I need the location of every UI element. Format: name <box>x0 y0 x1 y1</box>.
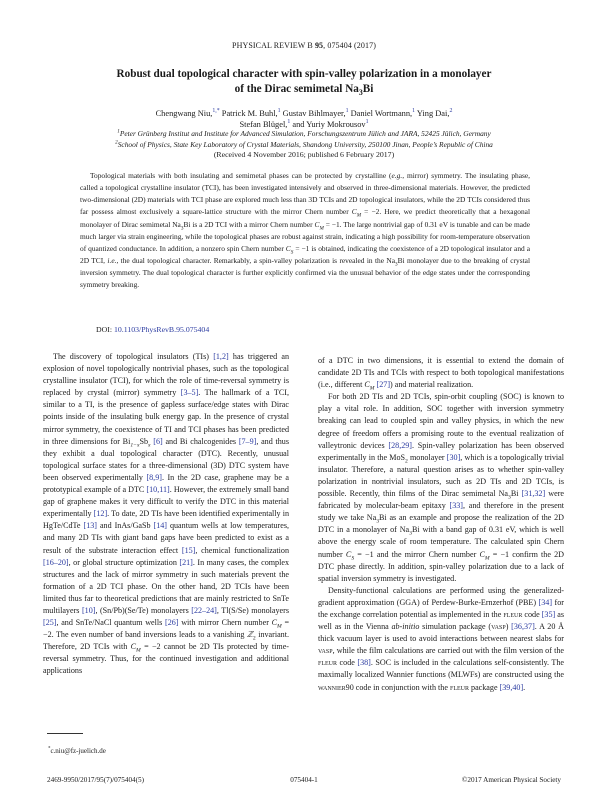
citation-link[interactable]: [21] <box>179 557 193 567</box>
text: Bi <box>510 489 522 499</box>
title-line-2 <box>60 82 548 97</box>
author <box>351 109 415 118</box>
text: . <box>523 682 526 692</box>
text: and InAs/GaSb <box>96 521 154 531</box>
affiliation <box>10 129 598 140</box>
subscript: x <box>148 442 151 449</box>
citation-link[interactable]: [35] <box>541 609 556 619</box>
abstract-paragraph <box>80 170 530 292</box>
code-name: fleur <box>503 609 523 619</box>
subscript: M <box>319 225 324 232</box>
body-left-column <box>43 351 289 678</box>
affiliations <box>10 129 598 150</box>
citation-link[interactable]: [26] <box>165 618 179 628</box>
text: . In many cases, the complex structures and the lack of mirror symmetry in such materials prevent the formation of a 2D TCI phase. On the other hand, 2D TCIs have been limited thus far to theoretical predictions that are mainly restricted to SnTe multilayers <box>43 557 289 615</box>
citation-link[interactable]: [36,37] <box>511 622 535 632</box>
affiliation-number: 2 <box>115 139 118 146</box>
doi-line <box>96 325 209 334</box>
author-name: and Yuriy Mokrousov <box>292 120 366 129</box>
affiliation-number: 1 <box>117 128 120 135</box>
math-symbol: C <box>364 380 370 390</box>
text: ) <box>505 622 512 632</box>
citation-link[interactable]: [16–20] <box>43 557 69 567</box>
footer-page-number: 075404-1 <box>290 776 318 784</box>
author <box>417 109 453 118</box>
text: code <box>337 658 358 668</box>
footer-issn: 2469-9950/2017/95(7)/075404(5) <box>47 776 145 784</box>
affiliation-link[interactable]: 2 <box>449 108 453 115</box>
text: has triggered an explosion of novel topologically nontrivial phases, such as the topological crystalline insulator (TCI), for which the role of time-reversal symmetry is replaced by crystal (mirror) symmetry <box>43 352 290 398</box>
subscript: M <box>136 647 141 654</box>
subscript: 3 <box>358 88 363 98</box>
math-symbol: ℤ <box>246 630 253 640</box>
citation-link[interactable]: [3–5] <box>180 388 199 398</box>
subscript: M <box>369 385 375 392</box>
text: ab-initio <box>391 622 420 632</box>
subscript: 3 <box>376 518 380 525</box>
code-name: vasp <box>491 622 506 632</box>
math-symbol: C <box>130 642 137 652</box>
doi-link[interactable]: 10.1103/PhysRevB.95.075404 <box>113 325 210 334</box>
text: simulation package ( <box>419 622 492 632</box>
text: i.e. <box>107 256 117 266</box>
text: quantum wells at low temperatures, and many 2D TIs with giant band gaps have been predicted to exist as a result of the substrate interaction effect <box>43 521 289 555</box>
subscript: 3 <box>508 494 511 501</box>
text: = −2 cannot be 2D TIs protected by time-reversal symmetry. Thus, for the continued investigation and additional applications <box>43 642 289 676</box>
journal-header <box>0 41 608 50</box>
affiliation-link[interactable]: 1 <box>345 108 349 115</box>
text: 90 code in conjunction with the <box>345 682 450 692</box>
citation-link[interactable]: [27] <box>376 380 391 390</box>
footnote <box>48 747 106 755</box>
subscript: 2 <box>405 458 408 465</box>
author-name: Stefan Blügel, <box>239 120 288 129</box>
citation-link[interactable]: [6] <box>153 436 163 446</box>
text: , while the film calculations are carried out with the film version of the <box>332 646 564 656</box>
text: . The hallmark of a TCI, similar to a TI, is the presence of gapless surface/edge states with Dirac points inside of the insulating bulk energy gap. In the presence of crystal mirror symmetry, the coexistence of TI and TCI phases has been predicted in three dimensions for Bi <box>43 388 289 446</box>
text: , (Sn/Pb)(Se/Te) monolayers <box>95 605 192 615</box>
citation-link[interactable]: [22–24] <box>191 605 217 615</box>
citation-link[interactable]: [10,11] <box>146 485 170 495</box>
body-right-column <box>318 355 564 694</box>
citation-link[interactable]: [7–9] <box>238 436 257 446</box>
text: Sb <box>139 436 149 446</box>
math-symbol: C <box>351 207 357 217</box>
text: , chemical functionalization <box>195 545 289 555</box>
journal-name: PHYSICAL REVIEW B <box>232 41 315 50</box>
body-paragraph <box>318 585 564 694</box>
body-paragraph <box>318 391 564 585</box>
author-list <box>60 108 548 130</box>
footnote-mark: * <box>48 746 51 752</box>
affiliation-link[interactable]: 1 <box>277 108 281 115</box>
text: Bi is a 2D TCI with a mirror Chern number <box>183 219 315 229</box>
subscript: M <box>484 555 490 562</box>
citation-link[interactable]: [33] <box>449 501 463 511</box>
doi-label: DOI: <box>96 325 114 334</box>
text: = −1 and the mirror Chern number <box>354 549 480 559</box>
citation-link[interactable]: [34] <box>538 597 553 607</box>
text: , which is a topologically trivial insulator. Therefore, a natural question arises as to whether spin-valley polarization in nontrivial insulators, such as 2D TIs and 2D TCIs, is possible. Recently, thin films of the Dirac semimetal Na <box>318 452 564 499</box>
code-name: fleur <box>449 682 469 692</box>
author <box>156 109 220 118</box>
author <box>292 120 368 129</box>
text: . To date, 2D TIs have been identified experimentally in HgTe/CdTe <box>43 509 289 531</box>
text: , the dual topological character. Remarkably, a spin-valley polarization is revealed in the Na <box>116 256 395 266</box>
affiliation-link[interactable]: 1,* <box>212 108 220 115</box>
subscript: S <box>290 249 294 256</box>
title-line-1: Robust dual topological character with spin-valley polarization in a monolayer <box>116 68 492 80</box>
text: package <box>469 682 500 692</box>
text: The discovery of topological insulators (TIs) <box>53 352 214 361</box>
subscript: 3 <box>180 225 184 232</box>
text: , Tl(S/Se) monolayers <box>216 605 289 615</box>
subscript: 3 <box>409 530 412 537</box>
abstract <box>80 170 530 292</box>
footnote-rule <box>47 733 83 734</box>
math-symbol: C <box>285 243 291 253</box>
subscript: M <box>277 623 282 630</box>
author-name: Daniel Wortmann, <box>350 109 413 118</box>
author-name: Patrick M. Buhl, <box>221 109 278 118</box>
subscript: 1−x <box>130 442 140 449</box>
citation-link[interactable]: [25] <box>43 618 57 628</box>
subscript: 2 <box>252 635 256 642</box>
affiliation-text: Peter Grünberg Institut and Institute for Advanced Simulation, Forschungszentrum Jülich and JARA, 52425 Jülich, Germany <box>119 129 491 138</box>
citation-link[interactable]: [1,2] <box>213 352 229 361</box>
citation-link[interactable]: [38] <box>357 658 371 668</box>
text: = −2. The even number of band inversions leads to a vanishing <box>43 618 290 640</box>
text: , mirror) symmetry. The insulating phase, called a topological crystalline insulator (TCI), has been investigated intensively and observed in three-dimensional materials. However, the predicted two-dimensional (2D) materials with TCI phase are explored much less than 3D TCIs and 2D topological insulators, while the 2D TCIs considered thus far possess almost exclusively a square-lattice structure with the mirror Chern number <box>80 171 531 217</box>
text: = −2. Here, we predict theoretically that a hexagonal monolayer of Dirac semimetal Na <box>80 207 530 229</box>
author <box>222 109 281 118</box>
text: = −1. The large nontrivial gap of 0.31 eV is tunable and can be made much larger via strain engineering, while the topological phases are robust against strain, indicating a high possibility for room-temperature observation of quantized conductance. In addition, a nonzero spin Chern number <box>80 219 530 253</box>
text: with mirror Chern number <box>178 618 272 628</box>
subscript: 3 <box>395 261 398 268</box>
text: , or global structure optimization <box>68 557 180 567</box>
subscript: M <box>356 212 362 219</box>
math-symbol: C <box>314 219 320 229</box>
text: e.g. <box>391 171 403 180</box>
citation-link[interactable]: [28,29] <box>388 440 413 450</box>
title-text: Bi <box>362 83 374 95</box>
text: of a DTC in two dimensions, it is essential to extend the domain of candidate 2D TIs and TCIs with respect to both topological manifestations (i.e., different <box>318 356 564 390</box>
text: . Spin-valley polarization has been observed experimentally in the MoS <box>318 440 564 462</box>
text: . A 20 Å thick vacuum layer is used to avoid interactions between nearest slabs for <box>318 622 565 644</box>
text: = −1 confirm the 2D DTC phase directly. In addition, spin-valley polarization due to a lack of spatial inversion symmetry is investigated. <box>318 549 565 583</box>
affiliation-link[interactable]: 1 <box>412 108 416 115</box>
text: invariant. Therefore, 2D TCIs with <box>43 630 289 652</box>
footer-copyright: ©2017 American Physical Society <box>461 776 561 784</box>
text: Bi monolayer due to the breaking of crystal inversion symmetry. The dual topological character is further explicitly confirmed via the unusual behavior of the edge states under the corresponding symmetry breaking. <box>80 256 530 290</box>
subscript: S <box>351 555 355 562</box>
body-paragraph <box>318 355 564 391</box>
citation-link[interactable]: [39,40] <box>499 682 524 692</box>
journal-volume: 95 <box>314 41 324 50</box>
text: as well as in the Vienna <box>318 609 565 632</box>
citation-link[interactable]: [30] <box>446 452 461 462</box>
citation-link[interactable]: [13] <box>83 521 97 531</box>
text: for the exchange correlation potential as implemented in the <box>318 597 564 619</box>
text: For both 2D TIs and 2D TCIs, spin-orbit coupling (SOC) is known to play a vital role. In addition, SOC together with inversion symmetry breaking can lead to coupled spin and valley physics, in which the new degree of freedom offers a promising route to the eventual realization of valleytronic devices <box>318 392 564 450</box>
citation-link[interactable]: [31,32] <box>521 489 546 499</box>
text: , and thus they exhibit a dual topological character (DTC). Recently, unusual topological surface states for a three-dimensional (3D) DTC system have been observed experimentally <box>43 436 289 482</box>
text: ) and material realization. <box>390 380 474 390</box>
affiliation-link[interactable]: 1 <box>287 119 291 126</box>
code-name: fleur <box>318 658 338 668</box>
code-name: wannier <box>318 682 346 692</box>
text: Topological materials with both insulating and semimetal phases can be protected by crystalline ( <box>90 171 392 180</box>
affiliation-text: School of Physics, State Key Laboratory of Crystal Materials, Shandong University, 250100 Jinan, People’s Republic of China <box>117 139 493 149</box>
affiliation-link[interactable]: 1 <box>365 119 369 126</box>
author-name: Ying Dai, <box>416 109 450 118</box>
math-symbol: C <box>479 549 485 559</box>
text: Density-functional calculations are performed using the generalized-gradient approximation (GGA) of Perdew-Burke-Ernzerhof (PBE) <box>318 585 564 607</box>
title-text: of the Dirac semimetal Na <box>234 83 359 95</box>
journal-article-number: , 075404 (2017) <box>323 41 376 50</box>
text: and Bi chalcogenides <box>162 436 239 446</box>
text: , and therefore in the present study we take Na <box>318 501 564 523</box>
text: . In the 2D case, graphene may be a prototypical example of a DTC <box>43 472 289 495</box>
citation-link[interactable]: [15] <box>181 545 196 555</box>
math-symbol: C <box>271 618 278 628</box>
text: code <box>522 609 542 619</box>
math-symbol: C <box>345 549 352 559</box>
author-name: Chengwang Niu, <box>155 109 213 118</box>
author <box>283 109 349 118</box>
text: . However, the extremely small band gap of graphene makes it very difficult to verify the DTC in this material experimentally <box>43 485 289 519</box>
paper-title <box>60 67 548 97</box>
text: , and SnTe/NaCl quantum wells <box>56 618 165 628</box>
author-name: Gustav Bihlmayer, <box>282 109 346 118</box>
text: monolayer <box>407 452 447 462</box>
text: = −1 is obtained, indicating the coexistence of a 2D topological insulator and a 2D TCI, <box>80 243 530 266</box>
text: . SOC is included in the calculations self-consistently. The maximally localized Wannier functions (MLWFs) are constructed using the <box>318 658 565 680</box>
text: were fabricated by molecular-beam epitaxy <box>318 489 564 511</box>
author <box>239 120 290 129</box>
corresponding-email[interactable]: c.niu@fz-juelich.de <box>50 747 106 755</box>
body-paragraph <box>43 351 289 678</box>
received-date: (Received 4 November 2016; published 6 February 2017) <box>213 150 395 159</box>
text: Bi as an example and propose the realization of the 2D DTC in a monolayer of Na <box>318 513 564 535</box>
code-name: vasp <box>318 646 333 656</box>
citation-link[interactable]: [12] <box>93 509 108 519</box>
citation-link[interactable]: [10] <box>81 605 96 615</box>
text: Bi with a band gap of 0.31 eV, which is well above the energy scale of room temperature. The calculated spin Chern number <box>318 525 564 559</box>
citation-link[interactable]: [14] <box>153 521 167 531</box>
affiliation <box>10 140 598 151</box>
citation-link[interactable]: [8,9] <box>146 472 162 482</box>
